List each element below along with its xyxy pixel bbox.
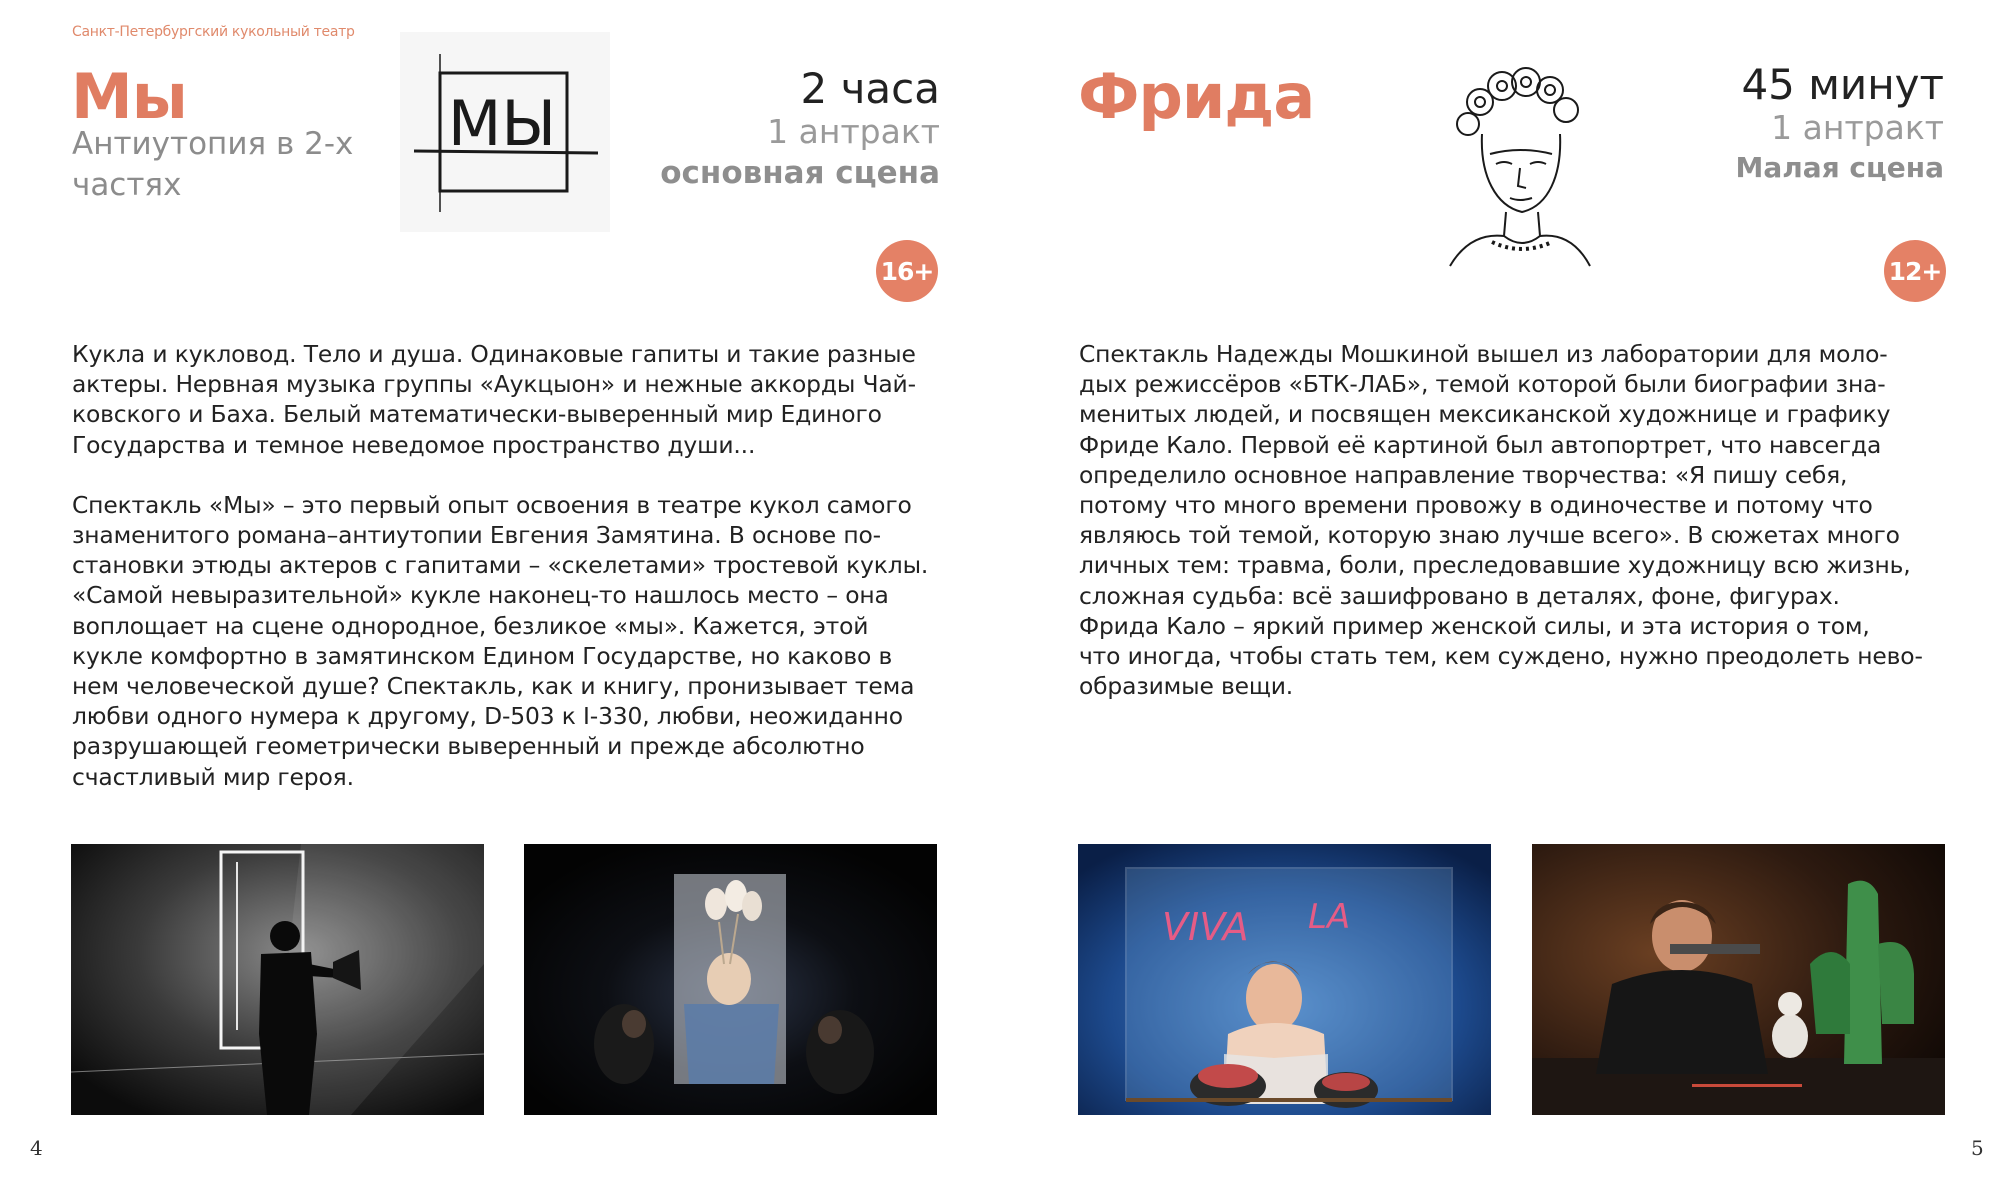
photo-viva-la-glass <box>1078 844 1491 1115</box>
subtitle-line-2: частях <box>72 167 182 203</box>
left-meta <box>580 66 940 195</box>
subtitle-line-1: Антиутопия в 2-х <box>72 126 354 162</box>
stage-name: Малая сцена <box>1735 150 1944 184</box>
right-meta <box>1580 62 1944 187</box>
stage-name: основная сцена <box>660 154 940 191</box>
age-rating-badge: 16+ <box>876 240 938 302</box>
left-para-1: Кукла и кукловод. Тело и душа. Одинаковые гапиты и такие разные актеры. Нервная музыка группы «Аукцыон» и нежные аккорды Чай- ковского и Баха. Белый математически-выверенный мир Единого Государства и темное неведомое пространство души... <box>72 340 916 459</box>
photo-puppet-lightbulbs <box>524 844 937 1115</box>
left-para-2: Спектакль «Мы» – это первый опыт освоения в театре кукол самого знаменитого романа–антиутопии Евгения Замятина. В основе по- становки этюды актеров с гапитами – «скелетами» тростевой куклы. «Самой невыразительной» кукле наконец-то нашлось место – она воплощает на сцене однородное, безликое «мы». Кажется, этой кукле комфортно в замятинском Едином Государстве, но каково в нем человеческой душе? Спектакль, как и книгу, пронизывает тема любви одного нумера к другому, D-503 к I-330, любви, неожиданно разрушающей геометрически выверенный и прежде абсолютно счастливый мир героя. <box>72 490 929 791</box>
left-page-title: Мы <box>71 60 187 133</box>
age-rating-badge: 12+ <box>1884 240 1946 302</box>
intermission: 1 антракт <box>767 112 940 152</box>
duration: 45 минут <box>1741 60 1944 109</box>
la-text: LA <box>1308 897 1351 937</box>
right-description <box>1079 339 1959 701</box>
page-number-left: 4 <box>30 1136 43 1160</box>
left-description <box>72 339 952 792</box>
duration: 2 часа <box>800 64 940 113</box>
logo-text: МЫ <box>447 87 557 160</box>
frida-portrait-drawing <box>1440 56 1600 268</box>
my-logo-drawing <box>400 32 610 232</box>
photo-silhouette-megaphone <box>71 844 484 1115</box>
photo-actress-cactus <box>1532 844 1945 1115</box>
right-para-1: Спектакль Надежды Мошкиной вышел из лаборатории для моло- дых режиссёров «БТК-ЛАБ», темой которой были биографии зна- менитых людей, и посвящен мексиканской художнице и графику Фриде Кало. Первой её картиной был автопортрет, что навсегда определило основное направление творчества: «Я пишу себя, потому что много времени провожу в одиночестве и потому что являюсь той темой, которую знаю лучше всего». В сюжетах много личных тем: травма, боли, преследовавшие художницу всю жизнь, сложная судьба: всё зашифровано в деталях, фоне, фигурах. Фрида Кало – яркий пример женской силы, и эта история о том, что иногда, чтобы стать тем, кем суждено, нужно преодолеть нево- образимые вещи. <box>1079 340 1923 701</box>
page-number-right: 5 <box>1971 1136 1984 1160</box>
viva-text: VIVA <box>1162 905 1249 949</box>
theatre-name: Санкт-Петербургский кукольный театр <box>72 24 355 40</box>
right-page-title: Фрида <box>1078 60 1315 133</box>
left-page-subtitle <box>72 124 392 206</box>
intermission: 1 антракт <box>1771 108 1944 148</box>
